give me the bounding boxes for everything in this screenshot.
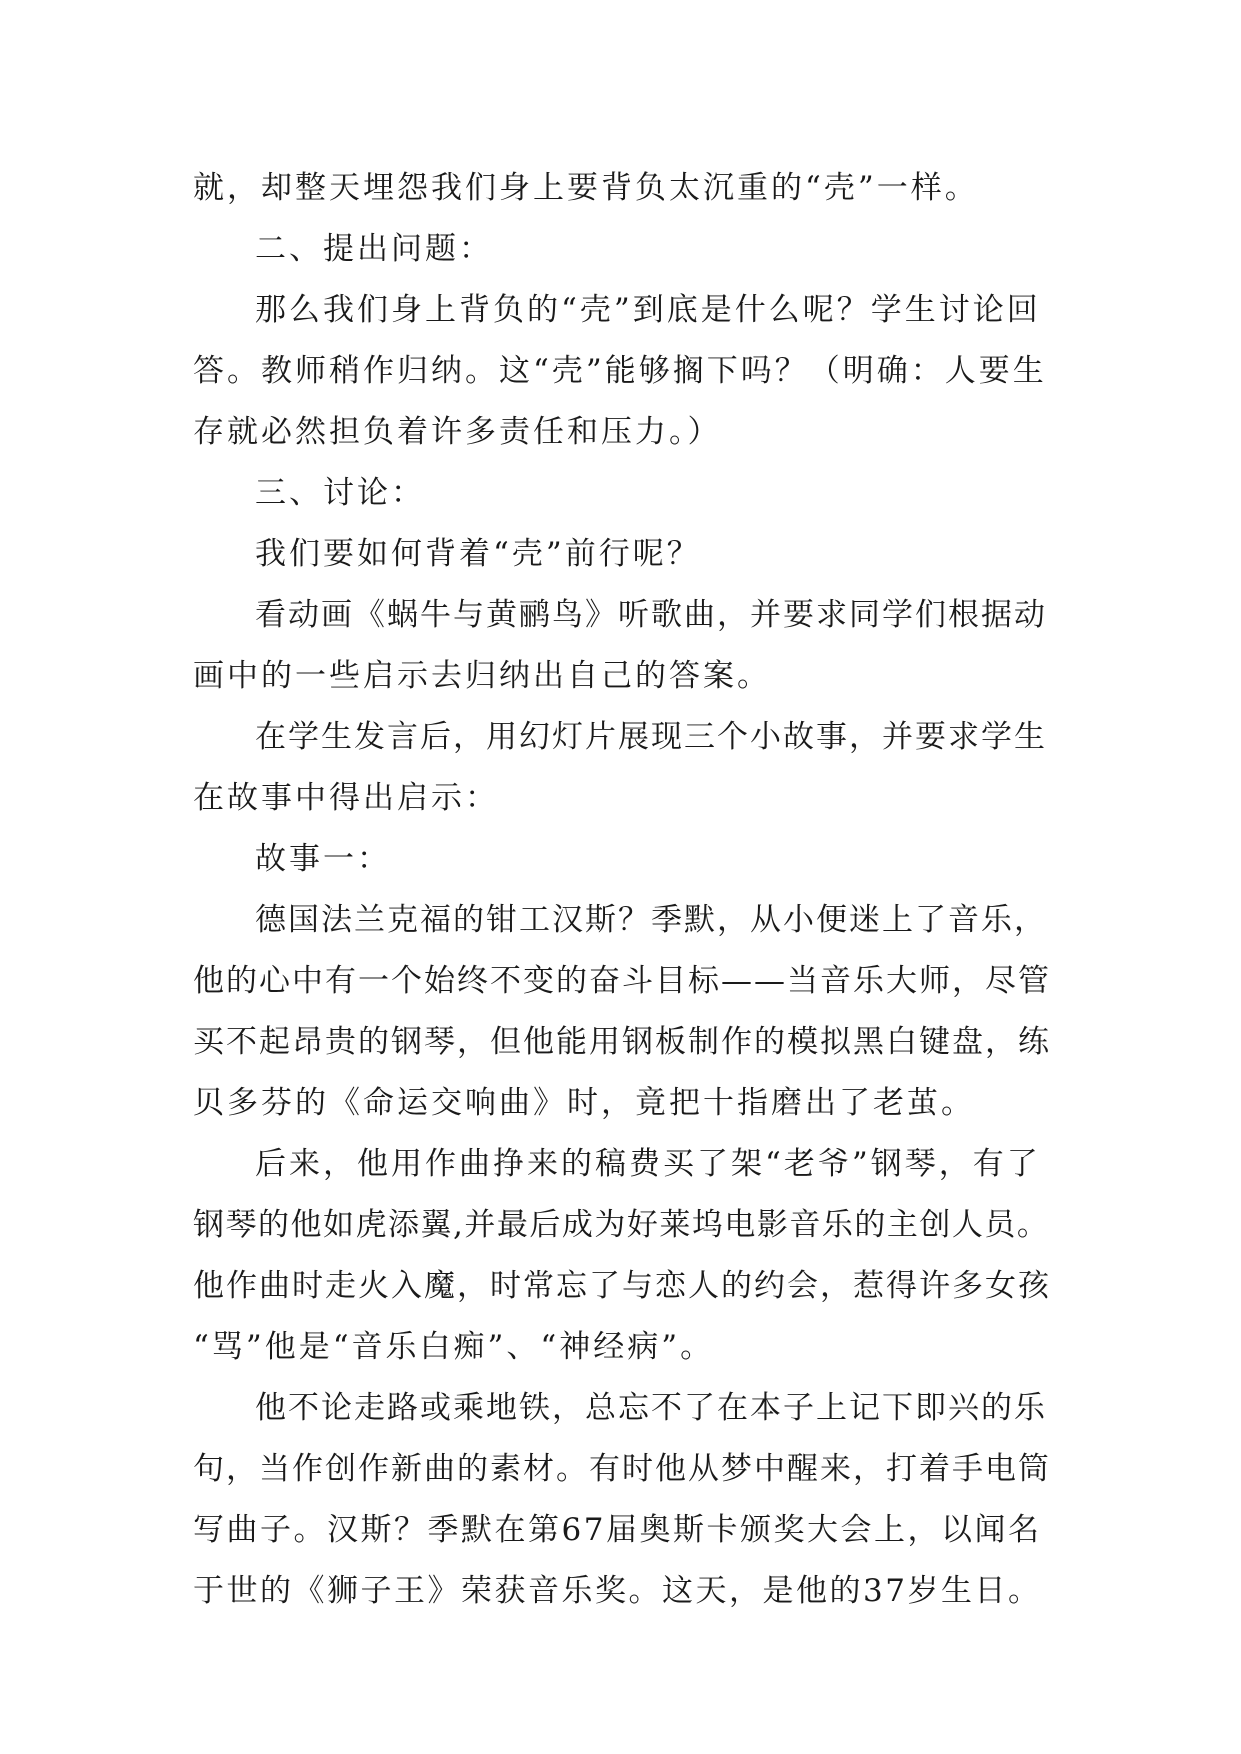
text-line: 句，当作创作新曲的素材。有时他从梦中醒来，打着手电筒 xyxy=(193,1451,1051,1487)
section-heading: 二、提出问题： xyxy=(255,231,493,267)
text-line: 画中的一些启示去归纳出自己的答案。 xyxy=(193,658,771,694)
text-line: 买不起昂贵的钢琴，但他能用钢板制作的模拟黑白键盘，练 xyxy=(193,1024,1051,1060)
text-line: “骂”他是“音乐白痴”、“神经病”。 xyxy=(193,1329,715,1365)
text-line: 钢琴的他如虎添翼,并最后成为好莱坞电影音乐的主创人员。 xyxy=(193,1207,1050,1243)
text-line: 他作曲时走火入魔，时常忘了与恋人的约会，惹得许多女孩 xyxy=(193,1268,1051,1304)
text-line: 在学生发言后，用幻灯片展现三个小故事，并要求学生 xyxy=(255,719,1047,755)
text-line: 看动画《蜗牛与黄鹂鸟》听歌曲，并要求同学们根据动 xyxy=(255,597,1047,633)
text-line: 贝多芬的《命运交响曲》时，竟把十指磨出了老茧。 xyxy=(193,1085,975,1121)
text-line: 那么我们身上背负的“壳”到底是什么呢？学生讨论回 xyxy=(255,292,1041,328)
text-line: 写曲子。汉斯？季默在第67届奥斯卡颁奖大会上，以闻名 xyxy=(193,1512,1042,1548)
text-line: 他不论走路或乘地铁，总忘不了在本子上记下即兴的乐 xyxy=(255,1390,1047,1426)
section-heading: 三、讨论： xyxy=(255,475,425,511)
text-line: 就，却整天埋怨我们身上要背负太沉重的“壳”一样。 xyxy=(193,170,979,206)
text-line: 他的心中有一个始终不变的奋斗目标——当音乐大师，尽管 xyxy=(193,963,1051,999)
text-line: 后来，他用作曲挣来的稿费买了架“老爷”钢琴，有了 xyxy=(255,1146,1041,1182)
text-line: 我们要如何背着“壳”前行呢？ xyxy=(255,536,701,572)
text-line: 在故事中得出启示： xyxy=(193,780,499,816)
text-line: 答。教师稍作归纳。这“壳”能够搁下吗？（明确：人要生 xyxy=(193,353,1047,389)
document-page xyxy=(193,158,1053,1622)
story-heading: 故事一： xyxy=(255,841,391,877)
text-line: 存就必然担负着许多责任和压力。） xyxy=(193,414,722,450)
text-line: 于世的《狮子王》荣获音乐奖。这天，是他的37岁生日。 xyxy=(193,1573,1042,1609)
text-line: 德国法兰克福的钳工汉斯？季默，从小便迷上了音乐， xyxy=(255,902,1047,938)
